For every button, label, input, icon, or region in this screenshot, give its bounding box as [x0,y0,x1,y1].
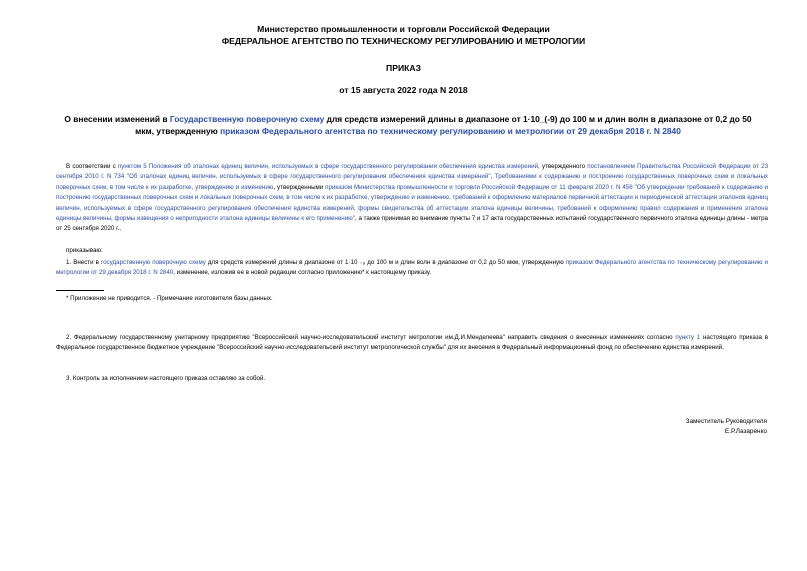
item-2 [56,333,768,354]
footnote-divider [56,290,104,291]
item-1 [56,258,768,279]
document-title [58,113,758,137]
ministry-name: Министерство промышленности и торговли Российской Федерации [257,24,550,34]
title-link-order-2840[interactable]: приказом Федерального агентства по техническому регулированию и метрологии от 29 декабря 2018 г. N 2840 [220,126,681,136]
item-1-text: для средств измерений длины в диапазоне от 1·10 ₋₉ до 100 м и длин волн в диапазоне от 0,2 до 50 мкм, утвержденную [205,259,566,266]
link-order-2840[interactable]: приказом Федерального агентства по техническому регулированию и метрологии от 29 декабря 2018 г. N 2840 [56,259,768,277]
item-2-text: настоящего приказа в Федеральное государственное бюджетное учреждение "Всероссийский научно-исследовательский институт метрологической службы" для их внесения в Федеральный информационный фонд по обеспечению единства измерений. [56,334,769,352]
item-1-text: 1. Внести в [66,259,101,266]
item-2-text: 2. Федеральному государственному унитарному предприятию "Всероссийский научно-исследовательский институт метрологии им.Д.И.Менделеева" направить сведения о внесенных изменениях согласно [66,334,676,341]
item-1-text: , изменение, изложив ее в новой редакции согласно приложению* к настоящему приказу. [173,269,432,277]
title-text: О внесении изменений в [64,114,170,124]
signature-position: Заместитель Руководителя [685,418,767,425]
preamble-text: , а также принимая во внимание пункты 7 и 17 акта государственных испытаний государственного первичного эталона единицы длины - метра от 25 сентября 2020 г., [56,215,768,233]
document-date-number: от 15 августа 2022 года N 2018 [339,85,468,95]
link-requirements[interactable]: Требованиями к содержанию и построению государственных поверочных схем и локальных поверочных схем, в том числе к их разработке, утверждению и изменению [56,173,768,191]
link-government-decree-734[interactable]: постановлением Правительства Российской Федерации от 23 сентября 2010 г. N 734 "Об эталонах единиц величин, используемых в сфере государственного регулирования обеспечения единства измерений" [56,163,769,181]
preamble-text: , утвержденными [273,183,326,191]
link-point-1[interactable]: пункту 1 [675,334,701,341]
link-regulation-point-5[interactable]: пунктом 5 Положения об эталонах единиц величин, используемых в сфере государственного регулирования обеспечения единства измерений [117,163,539,170]
signature-name: Е.Р.Лазаренко [724,428,767,435]
preamble-text: , [490,173,495,181]
link-ministry-order-456[interactable]: приказом Министерства промышленности и торговли Российской Федерации от 11 февраля 2020 г. N 456 "Об утверждении требований к содержанию и построению государственных поверочных схем и локальных поверочных схем, в том числе к их разработке, утверждению и изменению, требований к оформлению материалов первичной аттестации и периодической аттестации эталонов единиц величин, используемых в сфере государственного регулирования обеспечения единства измерений, формы свидетельства об аттестации эталона единицы величины, требований к оформлению правил содержания и применения эталона единицы величины, формы извещения о непригодности эталона единицы величины к его применению" [56,183,768,223]
document-type: ПРИКАЗ [386,63,421,73]
preamble-paragraph [56,162,768,235]
preamble-text: В соответствии с [66,163,118,170]
title-link-state-scheme[interactable]: Государственную поверочную схему [169,114,325,124]
item-3: 3. Контроль за исполнением настоящего приказа оставляю за собой. [66,375,266,382]
preamble-text: , утвержденного [538,163,588,170]
footnote: * Приложение не приводится. - Примечание изготовителя базы данных. [66,295,273,302]
agency-name: ФЕДЕРАЛЬНОЕ АГЕНТСТВО ПО ТЕХНИЧЕСКОМУ РЕГУЛИРОВАНИЮ И МЕТРОЛОГИИ [221,36,586,46]
link-state-scheme[interactable]: государственную поверочную схему [101,259,206,266]
title-text: для средств измерений длины в диапазоне от 1·10_(-9) до 100 м и длин волн в диапазоне от 0,2 до 50 мкм, утвержденную [135,114,752,136]
order-word: приказываю: [66,247,103,254]
